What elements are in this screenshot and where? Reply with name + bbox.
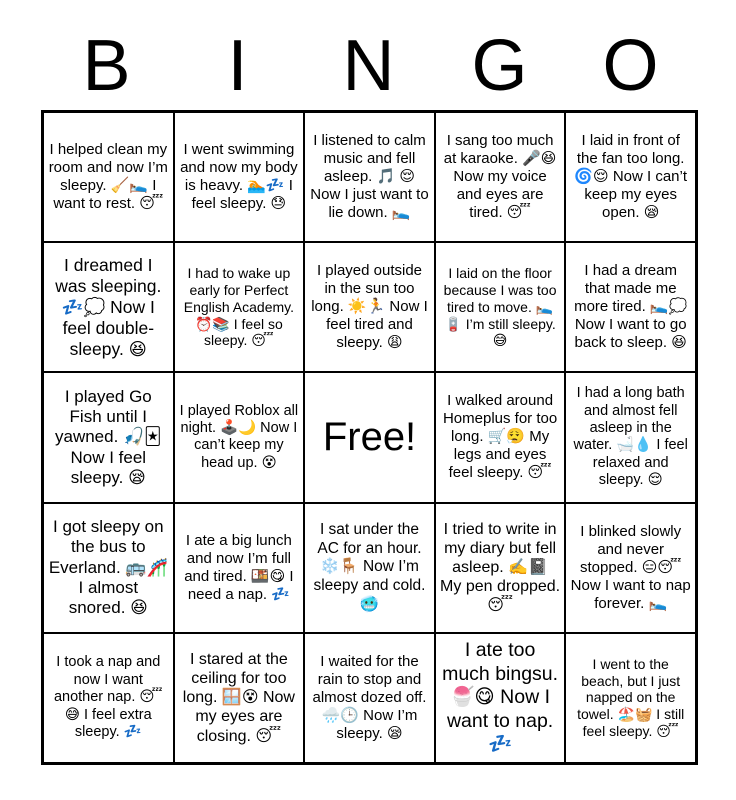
bingo-card-grid (41, 110, 698, 765)
bingo-cell-r2c2[interactable]: I had to wake up early for Perfect English Academy. ⏰📚 I feel so sleepy. 😴 (174, 242, 305, 372)
bingo-cell-r4c2[interactable]: I ate a big lunch and now I’m full and tired. 🍱😋 I need a nap. 💤 (174, 503, 305, 633)
bingo-cell-r1c4[interactable]: I sang too much at karaoke. 🎤😆 Now my voice and eyes are tired. 😴 (435, 112, 566, 242)
bingo-cell-r3c1[interactable]: I played Go Fish until I yawned. 🎣🃏 Now I feel sleepy. 😪 (43, 372, 174, 502)
bingo-cell-r2c5[interactable]: I had a dream that made me more tired. 🛌💭 Now I want to go back to sleep. 😆 (565, 242, 696, 372)
bingo-cell-r1c2[interactable]: I went swimming and now my body is heavy. 🏊💤 I feel sleepy. 😓 (174, 112, 305, 242)
bingo-cell-r5c5[interactable]: I went to the beach, but I just napped on the towel. 🏖️🧺 I still feel sleepy. 😴 (565, 633, 696, 763)
bingo-cell-r4c4[interactable]: I tried to write in my diary but fell asleep. ✍️📓 My pen dropped. 😴 (435, 503, 566, 633)
bingo-cell-r4c1[interactable]: I got sleepy on the bus to Everland. 🚌🎢 I almost snored. 😆 (43, 503, 174, 633)
bingo-cell-r4c5[interactable]: I blinked slowly and never stopped. 😑😴 Now I want to nap forever. 🛌 (565, 503, 696, 633)
bingo-title-letter-o: O (602, 26, 659, 106)
bingo-cell-r5c3[interactable]: I waited for the rain to stop and almost dozed off. 🌧️🕒 Now I’m sleepy. 😪 (304, 633, 435, 763)
bingo-title-letter-n: N (342, 26, 395, 106)
bingo-title-letter-i: I (227, 26, 248, 106)
free-space-cell[interactable]: Free! (304, 372, 435, 502)
bingo-cell-r5c1[interactable]: I took a nap and now I want another nap. 😴😅 I feel extra sleepy. 💤 (43, 633, 174, 763)
bingo-cell-r2c1[interactable]: I dreamed I was sleeping. 💤💭 Now I feel double-sleepy. 😆 (43, 242, 174, 372)
bingo-cell-r5c2[interactable]: I stared at the ceiling for too long. 🪟😵 Now my eyes are closing. 😴 (174, 633, 305, 763)
bingo-cell-r3c2[interactable]: I played Roblox all night. 🕹️🌙 Now I can’t keep my head up. 😵 (174, 372, 305, 502)
bingo-cell-r2c3[interactable]: I played outside in the sun too long. ☀️🏃 Now I feel tired and sleepy. 😩 (304, 242, 435, 372)
bingo-cell-r1c3[interactable]: I listened to calm music and fell asleep. 🎵 😌 Now I just want to lie down. 🛌 (304, 112, 435, 242)
bingo-title-letter-b: B (82, 26, 131, 106)
bingo-title (41, 0, 696, 108)
bingo-cell-r1c5[interactable]: I laid in front of the fan too long. 🌀😌 Now I can’t keep my eyes open. 😪 (565, 112, 696, 242)
bingo-cell-r5c4[interactable]: I ate too much bingsu. 🍧😋 Now I want to nap. 💤 (435, 633, 566, 763)
bingo-cell-r1c1[interactable]: I helped clean my room and now I’m sleepy. 🧹🛌 I want to rest. 😴 (43, 112, 174, 242)
bingo-cell-r4c3[interactable]: I sat under the AC for an hour. ❄️🪑 Now I’m sleepy and cold. 🥶 (304, 503, 435, 633)
bingo-cell-r3c4[interactable]: I walked around Homeplus for too long. 🛒😮‍💨 My legs and eyes feel sleepy. 😴 (435, 372, 566, 502)
bingo-cell-r3c5[interactable]: I had a long bath and almost fell asleep in the water. 🛁💧 I feel relaxed and sleepy. 😌 (565, 372, 696, 502)
bingo-title-letter-g: G (471, 26, 528, 106)
bingo-cell-r2c4[interactable]: I laid on the floor because I was too tired to move. 🛌🪫 I’m still sleepy. 😅 (435, 242, 566, 372)
